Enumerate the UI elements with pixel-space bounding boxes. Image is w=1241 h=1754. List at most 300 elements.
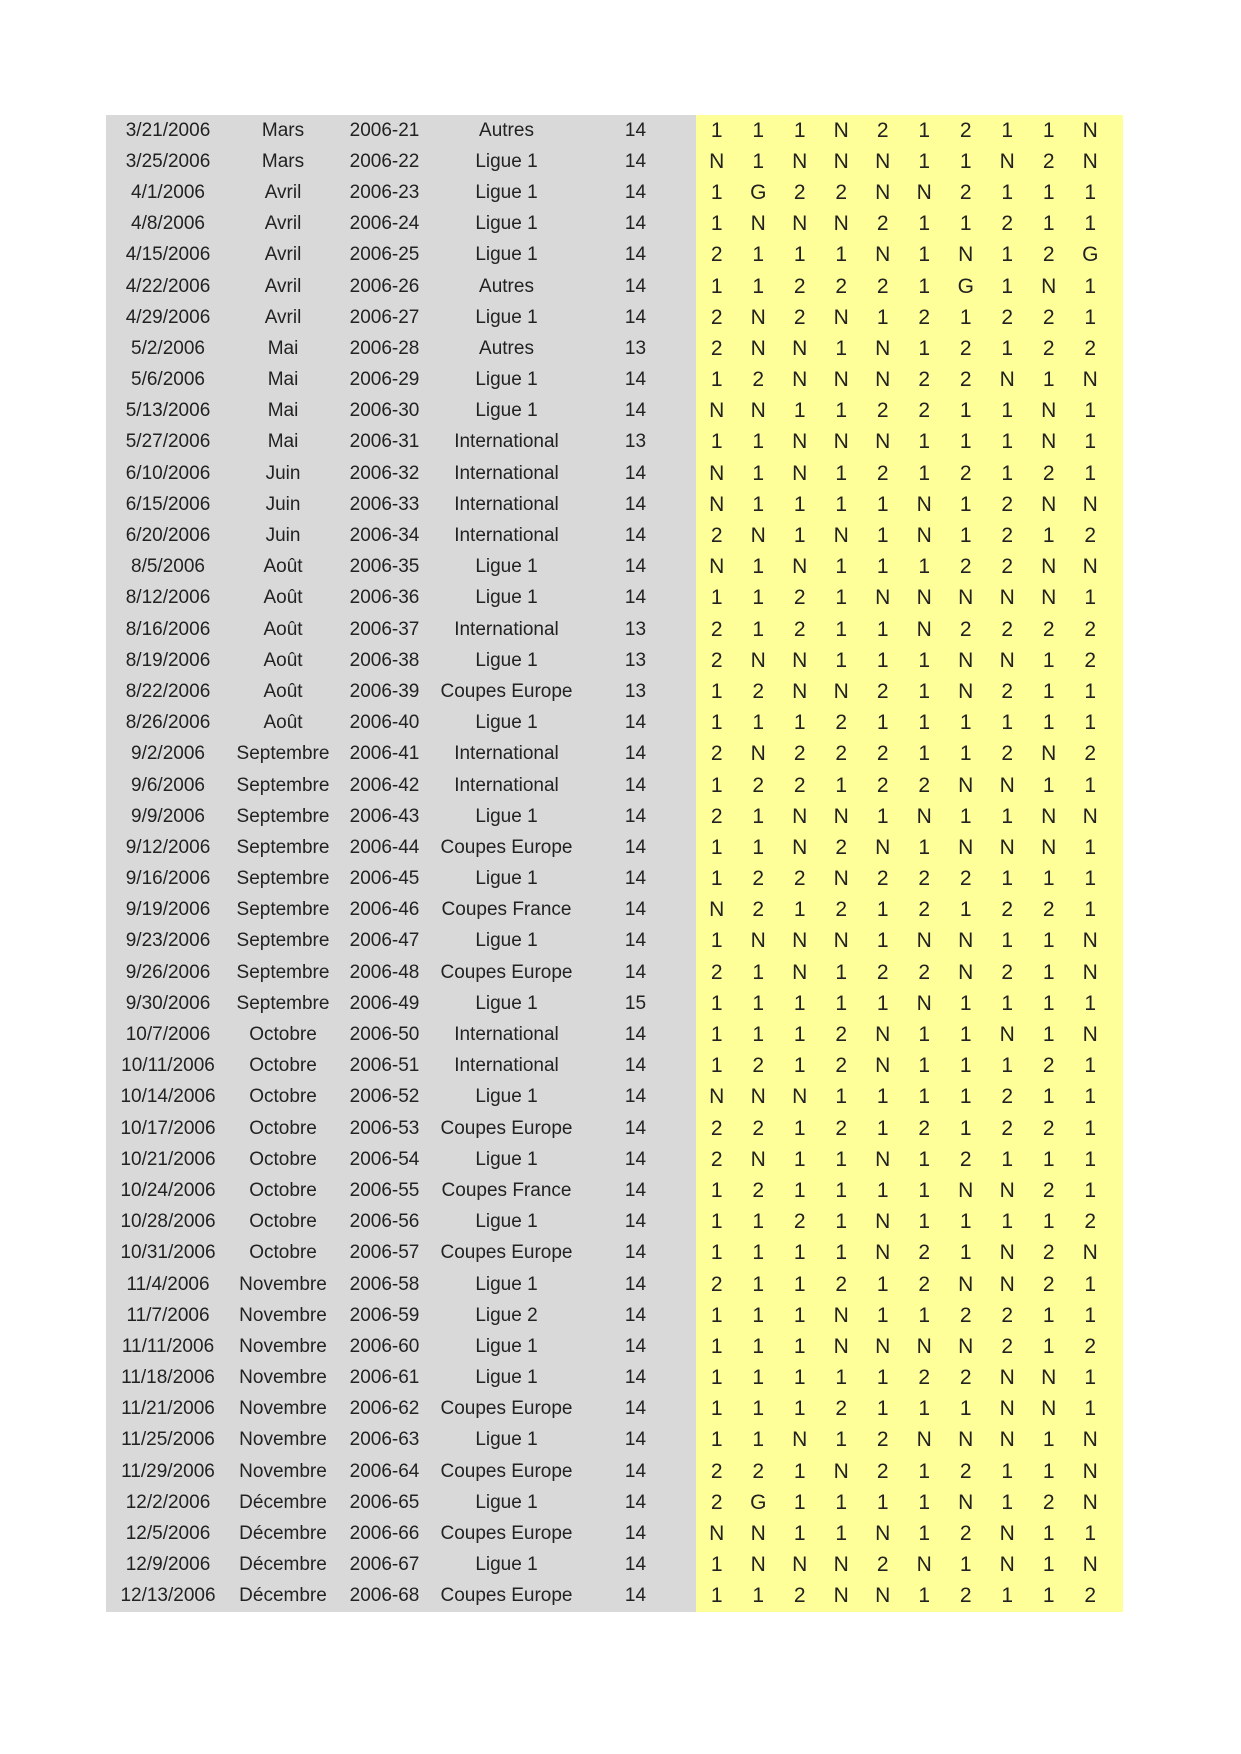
match-count-cell[interactable]: 14 bbox=[580, 458, 691, 489]
pick-cell[interactable]: 1 bbox=[738, 1394, 780, 1425]
pick-cell[interactable]: 1 bbox=[821, 396, 863, 427]
date-cell[interactable]: 9/30/2006 bbox=[106, 988, 230, 1019]
pick-cell[interactable]: 2 bbox=[1028, 1113, 1070, 1144]
match-count-cell[interactable]: 14 bbox=[580, 271, 691, 302]
competition-cell[interactable]: Ligue 1 bbox=[433, 1487, 580, 1518]
date-cell[interactable]: 10/31/2006 bbox=[106, 1238, 230, 1269]
pick-cell[interactable]: 1 bbox=[904, 1300, 946, 1331]
match-count-cell[interactable]: 14 bbox=[580, 209, 691, 240]
date-cell[interactable]: 5/13/2006 bbox=[106, 396, 230, 427]
month-cell[interactable]: Octobre bbox=[230, 1175, 336, 1206]
pick-cell[interactable]: 2 bbox=[779, 1207, 821, 1238]
pick-cell[interactable]: 2 bbox=[1028, 1051, 1070, 1082]
pick-cell[interactable]: 1 bbox=[696, 676, 738, 707]
pick-cell[interactable]: 1 bbox=[945, 1207, 987, 1238]
date-cell[interactable]: 5/2/2006 bbox=[106, 333, 230, 364]
pick-cell[interactable]: 1 bbox=[987, 177, 1029, 208]
month-cell[interactable]: Août bbox=[230, 552, 336, 583]
match-count-cell[interactable]: 14 bbox=[580, 1019, 691, 1050]
pick-cell[interactable]: N bbox=[821, 146, 863, 177]
round-code-cell[interactable]: 2006-24 bbox=[336, 209, 433, 240]
pick-cell[interactable]: 1 bbox=[904, 832, 946, 863]
pick-cell[interactable]: N bbox=[945, 1269, 987, 1300]
pick-cell[interactable]: 1 bbox=[904, 427, 946, 458]
pick-cell[interactable]: 2 bbox=[779, 770, 821, 801]
pick-cell[interactable]: 1 bbox=[779, 1238, 821, 1269]
competition-cell[interactable]: International bbox=[433, 458, 580, 489]
pick-cell[interactable]: N bbox=[779, 427, 821, 458]
pick-cell[interactable]: 1 bbox=[738, 801, 780, 832]
pick-cell[interactable]: 2 bbox=[1028, 614, 1070, 645]
pick-cell[interactable]: 1 bbox=[1028, 209, 1070, 240]
pick-cell[interactable]: 1 bbox=[696, 1238, 738, 1269]
pick-cell[interactable]: N bbox=[1070, 365, 1112, 396]
pick-cell[interactable]: 1 bbox=[862, 1269, 904, 1300]
match-count-cell[interactable]: 14 bbox=[580, 1425, 691, 1456]
pick-cell[interactable]: N bbox=[1028, 801, 1070, 832]
month-cell[interactable]: Mai bbox=[230, 333, 336, 364]
pick-cell[interactable]: 1 bbox=[821, 489, 863, 520]
pick-cell[interactable]: 1 bbox=[987, 708, 1029, 739]
pick-cell[interactable]: N bbox=[987, 1550, 1029, 1581]
pick-cell[interactable]: 1 bbox=[696, 1425, 738, 1456]
date-cell[interactable]: 11/21/2006 bbox=[106, 1394, 230, 1425]
pick-cell[interactable]: 1 bbox=[779, 1300, 821, 1331]
pick-cell[interactable]: 1 bbox=[779, 396, 821, 427]
pick-cell[interactable]: 1 bbox=[1070, 676, 1112, 707]
pick-cell[interactable]: 1 bbox=[1028, 365, 1070, 396]
date-cell[interactable]: 10/11/2006 bbox=[106, 1051, 230, 1082]
pick-cell[interactable]: 2 bbox=[904, 864, 946, 895]
month-cell[interactable]: Novembre bbox=[230, 1331, 336, 1362]
pick-cell[interactable]: N bbox=[821, 1581, 863, 1612]
match-count-cell[interactable]: 14 bbox=[580, 1238, 691, 1269]
month-cell[interactable]: Décembre bbox=[230, 1550, 336, 1581]
pick-cell[interactable]: 1 bbox=[821, 1518, 863, 1549]
pick-cell[interactable]: 1 bbox=[945, 146, 987, 177]
pick-cell[interactable]: 1 bbox=[1070, 895, 1112, 926]
pick-cell[interactable]: 1 bbox=[821, 1425, 863, 1456]
round-code-cell[interactable]: 2006-38 bbox=[336, 645, 433, 676]
match-count-cell[interactable]: 14 bbox=[580, 177, 691, 208]
pick-cell[interactable]: N bbox=[821, 302, 863, 333]
month-cell[interactable]: Octobre bbox=[230, 1144, 336, 1175]
pick-cell[interactable]: N bbox=[1070, 1487, 1112, 1518]
match-count-cell[interactable]: 14 bbox=[580, 895, 691, 926]
match-count-cell[interactable]: 14 bbox=[580, 832, 691, 863]
pick-cell[interactable]: 1 bbox=[987, 864, 1029, 895]
pick-cell[interactable]: 1 bbox=[987, 1207, 1029, 1238]
pick-cell[interactable]: 1 bbox=[904, 552, 946, 583]
pick-cell[interactable]: 2 bbox=[1028, 333, 1070, 364]
competition-cell[interactable]: International bbox=[433, 1019, 580, 1050]
pick-cell[interactable]: N bbox=[945, 645, 987, 676]
pick-cell[interactable]: 2 bbox=[862, 770, 904, 801]
pick-cell[interactable]: 2 bbox=[945, 458, 987, 489]
month-cell[interactable]: Septembre bbox=[230, 739, 336, 770]
month-cell[interactable]: Septembre bbox=[230, 988, 336, 1019]
match-count-cell[interactable]: 14 bbox=[580, 1175, 691, 1206]
pick-cell[interactable]: 2 bbox=[987, 209, 1029, 240]
round-code-cell[interactable]: 2006-34 bbox=[336, 520, 433, 551]
date-cell[interactable]: 9/26/2006 bbox=[106, 957, 230, 988]
pick-cell[interactable]: N bbox=[738, 396, 780, 427]
pick-cell[interactable]: 2 bbox=[987, 614, 1029, 645]
pick-cell[interactable]: 1 bbox=[696, 770, 738, 801]
pick-cell[interactable]: 2 bbox=[862, 1425, 904, 1456]
pick-cell[interactable]: 1 bbox=[1070, 1051, 1112, 1082]
pick-cell[interactable]: 1 bbox=[738, 1300, 780, 1331]
pick-cell[interactable]: 1 bbox=[696, 988, 738, 1019]
date-cell[interactable]: 8/12/2006 bbox=[106, 583, 230, 614]
pick-cell[interactable]: N bbox=[696, 552, 738, 583]
pick-cell[interactable]: 1 bbox=[696, 1019, 738, 1050]
competition-cell[interactable]: Ligue 1 bbox=[433, 365, 580, 396]
pick-cell[interactable]: 1 bbox=[1028, 864, 1070, 895]
date-cell[interactable]: 10/24/2006 bbox=[106, 1175, 230, 1206]
pick-cell[interactable]: N bbox=[862, 427, 904, 458]
pick-cell[interactable]: 1 bbox=[1070, 1394, 1112, 1425]
pick-cell[interactable]: N bbox=[987, 1425, 1029, 1456]
month-cell[interactable]: Avril bbox=[230, 271, 336, 302]
pick-cell[interactable]: 1 bbox=[945, 895, 987, 926]
pick-cell[interactable]: 1 bbox=[1070, 708, 1112, 739]
pick-cell[interactable]: 2 bbox=[862, 1550, 904, 1581]
pick-cell[interactable]: N bbox=[1028, 271, 1070, 302]
match-count-cell[interactable]: 14 bbox=[580, 1456, 691, 1487]
competition-cell[interactable]: International bbox=[433, 489, 580, 520]
pick-cell[interactable]: N bbox=[862, 333, 904, 364]
pick-cell[interactable]: N bbox=[945, 1425, 987, 1456]
pick-cell[interactable]: 1 bbox=[945, 1019, 987, 1050]
pick-cell[interactable]: 2 bbox=[987, 957, 1029, 988]
month-cell[interactable]: Avril bbox=[230, 240, 336, 271]
pick-cell[interactable]: N bbox=[821, 801, 863, 832]
pick-cell[interactable]: 1 bbox=[1070, 396, 1112, 427]
pick-cell[interactable]: 1 bbox=[945, 1082, 987, 1113]
round-code-cell[interactable]: 2006-54 bbox=[336, 1144, 433, 1175]
pick-cell[interactable]: 1 bbox=[696, 1175, 738, 1206]
match-count-cell[interactable]: 14 bbox=[580, 489, 691, 520]
pick-cell[interactable]: 1 bbox=[1028, 1331, 1070, 1362]
competition-cell[interactable]: Ligue 1 bbox=[433, 864, 580, 895]
pick-cell[interactable]: 1 bbox=[821, 1207, 863, 1238]
round-code-cell[interactable]: 2006-27 bbox=[336, 302, 433, 333]
pick-cell[interactable]: 1 bbox=[696, 832, 738, 863]
pick-cell[interactable]: 2 bbox=[738, 1456, 780, 1487]
pick-cell[interactable]: N bbox=[904, 988, 946, 1019]
pick-cell[interactable]: 1 bbox=[945, 1051, 987, 1082]
month-cell[interactable]: Novembre bbox=[230, 1456, 336, 1487]
pick-cell[interactable]: 1 bbox=[904, 708, 946, 739]
pick-cell[interactable]: 2 bbox=[696, 1487, 738, 1518]
date-cell[interactable]: 5/27/2006 bbox=[106, 427, 230, 458]
match-count-cell[interactable]: 14 bbox=[580, 1331, 691, 1362]
pick-cell[interactable]: 1 bbox=[779, 988, 821, 1019]
month-cell[interactable]: Décembre bbox=[230, 1487, 336, 1518]
pick-cell[interactable]: 1 bbox=[904, 1581, 946, 1612]
round-code-cell[interactable]: 2006-33 bbox=[336, 489, 433, 520]
month-cell[interactable]: Août bbox=[230, 708, 336, 739]
pick-cell[interactable]: 2 bbox=[779, 864, 821, 895]
pick-cell[interactable]: 1 bbox=[987, 458, 1029, 489]
pick-cell[interactable]: N bbox=[862, 146, 904, 177]
date-cell[interactable]: 12/13/2006 bbox=[106, 1581, 230, 1612]
pick-cell[interactable]: 1 bbox=[779, 520, 821, 551]
pick-cell[interactable]: 1 bbox=[821, 988, 863, 1019]
match-count-cell[interactable]: 14 bbox=[580, 801, 691, 832]
round-code-cell[interactable]: 2006-22 bbox=[336, 146, 433, 177]
month-cell[interactable]: Mai bbox=[230, 365, 336, 396]
pick-cell[interactable]: 2 bbox=[738, 1175, 780, 1206]
pick-cell[interactable]: 1 bbox=[904, 240, 946, 271]
month-cell[interactable]: Octobre bbox=[230, 1113, 336, 1144]
date-cell[interactable]: 11/29/2006 bbox=[106, 1456, 230, 1487]
pick-cell[interactable]: 1 bbox=[945, 739, 987, 770]
pick-cell[interactable]: 2 bbox=[904, 396, 946, 427]
pick-cell[interactable]: 1 bbox=[1070, 177, 1112, 208]
round-code-cell[interactable]: 2006-50 bbox=[336, 1019, 433, 1050]
round-code-cell[interactable]: 2006-39 bbox=[336, 676, 433, 707]
pick-cell[interactable]: 1 bbox=[1070, 988, 1112, 1019]
pick-cell[interactable]: N bbox=[987, 832, 1029, 863]
pick-cell[interactable]: N bbox=[987, 1019, 1029, 1050]
pick-cell[interactable]: 1 bbox=[696, 708, 738, 739]
pick-cell[interactable]: N bbox=[821, 365, 863, 396]
competition-cell[interactable]: International bbox=[433, 427, 580, 458]
pick-cell[interactable]: 1 bbox=[779, 1051, 821, 1082]
competition-cell[interactable]: Coupes France bbox=[433, 895, 580, 926]
pick-cell[interactable]: N bbox=[945, 1175, 987, 1206]
pick-cell[interactable]: N bbox=[779, 146, 821, 177]
pick-cell[interactable]: 2 bbox=[1028, 1175, 1070, 1206]
date-cell[interactable]: 4/8/2006 bbox=[106, 209, 230, 240]
competition-cell[interactable]: Ligue 1 bbox=[433, 177, 580, 208]
pick-cell[interactable]: 1 bbox=[696, 365, 738, 396]
pick-cell[interactable]: N bbox=[987, 1175, 1029, 1206]
pick-cell[interactable]: N bbox=[821, 676, 863, 707]
pick-cell[interactable]: N bbox=[821, 864, 863, 895]
date-cell[interactable]: 9/23/2006 bbox=[106, 926, 230, 957]
pick-cell[interactable]: 1 bbox=[1028, 177, 1070, 208]
pick-cell[interactable]: 1 bbox=[738, 427, 780, 458]
pick-cell[interactable]: N bbox=[1028, 739, 1070, 770]
round-code-cell[interactable]: 2006-41 bbox=[336, 739, 433, 770]
date-cell[interactable]: 8/19/2006 bbox=[106, 645, 230, 676]
pick-cell[interactable]: 1 bbox=[738, 614, 780, 645]
pick-cell[interactable]: N bbox=[1028, 552, 1070, 583]
pick-cell[interactable]: 1 bbox=[1028, 1425, 1070, 1456]
pick-cell[interactable]: N bbox=[862, 240, 904, 271]
pick-cell[interactable]: 1 bbox=[1070, 1082, 1112, 1113]
pick-cell[interactable]: 1 bbox=[779, 895, 821, 926]
competition-cell[interactable]: Ligue 1 bbox=[433, 552, 580, 583]
pick-cell[interactable]: 1 bbox=[904, 146, 946, 177]
pick-cell[interactable]: 1 bbox=[904, 1175, 946, 1206]
date-cell[interactable]: 9/9/2006 bbox=[106, 801, 230, 832]
pick-cell[interactable]: 2 bbox=[945, 1456, 987, 1487]
pick-cell[interactable]: 2 bbox=[945, 1581, 987, 1612]
competition-cell[interactable]: Coupes Europe bbox=[433, 832, 580, 863]
pick-cell[interactable]: N bbox=[1070, 926, 1112, 957]
pick-cell[interactable]: N bbox=[779, 552, 821, 583]
pick-cell[interactable]: 1 bbox=[738, 552, 780, 583]
pick-cell[interactable]: 2 bbox=[696, 801, 738, 832]
competition-cell[interactable]: Ligue 1 bbox=[433, 801, 580, 832]
pick-cell[interactable]: 2 bbox=[1070, 739, 1112, 770]
pick-cell[interactable]: 2 bbox=[945, 552, 987, 583]
pick-cell[interactable]: 1 bbox=[1070, 770, 1112, 801]
pick-cell[interactable]: N bbox=[779, 926, 821, 957]
pick-cell[interactable]: 1 bbox=[945, 988, 987, 1019]
pick-cell[interactable]: 1 bbox=[904, 1487, 946, 1518]
pick-cell[interactable]: 2 bbox=[862, 271, 904, 302]
pick-cell[interactable]: N bbox=[904, 177, 946, 208]
month-cell[interactable]: Mars bbox=[230, 115, 336, 146]
pick-cell[interactable]: 2 bbox=[696, 614, 738, 645]
competition-cell[interactable]: Coupes Europe bbox=[433, 1238, 580, 1269]
pick-cell[interactable]: 1 bbox=[1028, 1144, 1070, 1175]
pick-cell[interactable]: 1 bbox=[904, 271, 946, 302]
month-cell[interactable]: Août bbox=[230, 676, 336, 707]
competition-cell[interactable]: Ligue 1 bbox=[433, 583, 580, 614]
pick-cell[interactable]: 1 bbox=[862, 489, 904, 520]
pick-cell[interactable]: 2 bbox=[1028, 240, 1070, 271]
pick-cell[interactable]: 2 bbox=[987, 739, 1029, 770]
pick-cell[interactable]: 2 bbox=[821, 1019, 863, 1050]
pick-cell[interactable]: 1 bbox=[945, 489, 987, 520]
date-cell[interactable]: 10/17/2006 bbox=[106, 1113, 230, 1144]
pick-cell[interactable]: N bbox=[821, 115, 863, 146]
pick-cell[interactable]: 2 bbox=[862, 1456, 904, 1487]
pick-cell[interactable]: 2 bbox=[696, 240, 738, 271]
pick-cell[interactable]: 2 bbox=[779, 583, 821, 614]
round-code-cell[interactable]: 2006-42 bbox=[336, 770, 433, 801]
pick-cell[interactable]: 1 bbox=[987, 988, 1029, 1019]
date-cell[interactable]: 9/16/2006 bbox=[106, 864, 230, 895]
date-cell[interactable]: 8/22/2006 bbox=[106, 676, 230, 707]
round-code-cell[interactable]: 2006-56 bbox=[336, 1207, 433, 1238]
round-code-cell[interactable]: 2006-65 bbox=[336, 1487, 433, 1518]
pick-cell[interactable]: 1 bbox=[696, 1550, 738, 1581]
pick-cell[interactable]: 2 bbox=[696, 739, 738, 770]
month-cell[interactable]: Avril bbox=[230, 177, 336, 208]
pick-cell[interactable]: 1 bbox=[779, 1331, 821, 1362]
month-cell[interactable]: Septembre bbox=[230, 801, 336, 832]
month-cell[interactable]: Mars bbox=[230, 146, 336, 177]
pick-cell[interactable]: 1 bbox=[904, 1456, 946, 1487]
competition-cell[interactable]: Coupes Europe bbox=[433, 1581, 580, 1612]
pick-cell[interactable]: 1 bbox=[862, 1363, 904, 1394]
pick-cell[interactable]: 1 bbox=[738, 1207, 780, 1238]
pick-cell[interactable]: 1 bbox=[862, 520, 904, 551]
pick-cell[interactable]: 1 bbox=[987, 271, 1029, 302]
pick-cell[interactable]: N bbox=[945, 583, 987, 614]
match-count-cell[interactable]: 14 bbox=[580, 1051, 691, 1082]
pick-cell[interactable]: 2 bbox=[696, 645, 738, 676]
pick-cell[interactable]: 2 bbox=[738, 1113, 780, 1144]
pick-cell[interactable]: 2 bbox=[1028, 1238, 1070, 1269]
match-count-cell[interactable]: 14 bbox=[580, 240, 691, 271]
pick-cell[interactable]: 2 bbox=[821, 1113, 863, 1144]
date-cell[interactable]: 3/21/2006 bbox=[106, 115, 230, 146]
match-count-cell[interactable]: 14 bbox=[580, 1207, 691, 1238]
pick-cell[interactable]: 1 bbox=[862, 801, 904, 832]
pick-cell[interactable]: 1 bbox=[1070, 1113, 1112, 1144]
pick-cell[interactable]: 2 bbox=[904, 1363, 946, 1394]
pick-cell[interactable]: 1 bbox=[862, 988, 904, 1019]
pick-cell[interactable]: 1 bbox=[987, 1051, 1029, 1082]
pick-cell[interactable]: 1 bbox=[862, 552, 904, 583]
round-code-cell[interactable]: 2006-44 bbox=[336, 832, 433, 863]
date-cell[interactable]: 11/7/2006 bbox=[106, 1300, 230, 1331]
competition-cell[interactable]: Ligue 1 bbox=[433, 926, 580, 957]
month-cell[interactable]: Septembre bbox=[230, 895, 336, 926]
pick-cell[interactable]: N bbox=[1070, 1238, 1112, 1269]
round-code-cell[interactable]: 2006-48 bbox=[336, 957, 433, 988]
round-code-cell[interactable]: 2006-29 bbox=[336, 365, 433, 396]
match-count-cell[interactable]: 14 bbox=[580, 396, 691, 427]
date-cell[interactable]: 4/1/2006 bbox=[106, 177, 230, 208]
pick-cell[interactable]: 2 bbox=[945, 365, 987, 396]
month-cell[interactable]: Septembre bbox=[230, 832, 336, 863]
pick-cell[interactable]: 1 bbox=[738, 957, 780, 988]
pick-cell[interactable]: 1 bbox=[1028, 988, 1070, 1019]
round-code-cell[interactable]: 2006-28 bbox=[336, 333, 433, 364]
month-cell[interactable]: Août bbox=[230, 583, 336, 614]
pick-cell[interactable]: 1 bbox=[696, 1394, 738, 1425]
pick-cell[interactable]: 1 bbox=[696, 583, 738, 614]
pick-cell[interactable]: 1 bbox=[779, 1144, 821, 1175]
pick-cell[interactable]: 2 bbox=[779, 302, 821, 333]
pick-cell[interactable]: 2 bbox=[945, 177, 987, 208]
pick-cell[interactable]: N bbox=[904, 1550, 946, 1581]
pick-cell[interactable]: 2 bbox=[779, 177, 821, 208]
match-count-cell[interactable]: 14 bbox=[580, 302, 691, 333]
pick-cell[interactable]: 1 bbox=[738, 1581, 780, 1612]
competition-cell[interactable]: Ligue 1 bbox=[433, 1331, 580, 1362]
pick-cell[interactable]: 2 bbox=[738, 864, 780, 895]
pick-cell[interactable]: 2 bbox=[987, 489, 1029, 520]
match-count-cell[interactable]: 14 bbox=[580, 1394, 691, 1425]
match-count-cell[interactable]: 14 bbox=[580, 1487, 691, 1518]
pick-cell[interactable]: 1 bbox=[696, 1300, 738, 1331]
pick-cell[interactable]: N bbox=[696, 895, 738, 926]
pick-cell[interactable]: 1 bbox=[738, 988, 780, 1019]
match-count-cell[interactable]: 13 bbox=[580, 427, 691, 458]
pick-cell[interactable]: 1 bbox=[1070, 832, 1112, 863]
pick-cell[interactable]: 2 bbox=[821, 1269, 863, 1300]
pick-cell[interactable]: 1 bbox=[779, 708, 821, 739]
round-code-cell[interactable]: 2006-62 bbox=[336, 1394, 433, 1425]
month-cell[interactable]: Octobre bbox=[230, 1051, 336, 1082]
date-cell[interactable]: 4/22/2006 bbox=[106, 271, 230, 302]
round-code-cell[interactable]: 2006-32 bbox=[336, 458, 433, 489]
competition-cell[interactable]: Ligue 1 bbox=[433, 708, 580, 739]
round-code-cell[interactable]: 2006-49 bbox=[336, 988, 433, 1019]
pick-cell[interactable]: 2 bbox=[821, 1394, 863, 1425]
pick-cell[interactable]: N bbox=[987, 583, 1029, 614]
pick-cell[interactable]: 1 bbox=[821, 770, 863, 801]
pick-cell[interactable]: 1 bbox=[862, 1175, 904, 1206]
date-cell[interactable]: 9/6/2006 bbox=[106, 770, 230, 801]
pick-cell[interactable]: 2 bbox=[904, 895, 946, 926]
pick-cell[interactable]: 2 bbox=[738, 365, 780, 396]
date-cell[interactable]: 10/7/2006 bbox=[106, 1019, 230, 1050]
date-cell[interactable]: 9/12/2006 bbox=[106, 832, 230, 863]
date-cell[interactable]: 12/5/2006 bbox=[106, 1518, 230, 1549]
pick-cell[interactable]: N bbox=[779, 458, 821, 489]
